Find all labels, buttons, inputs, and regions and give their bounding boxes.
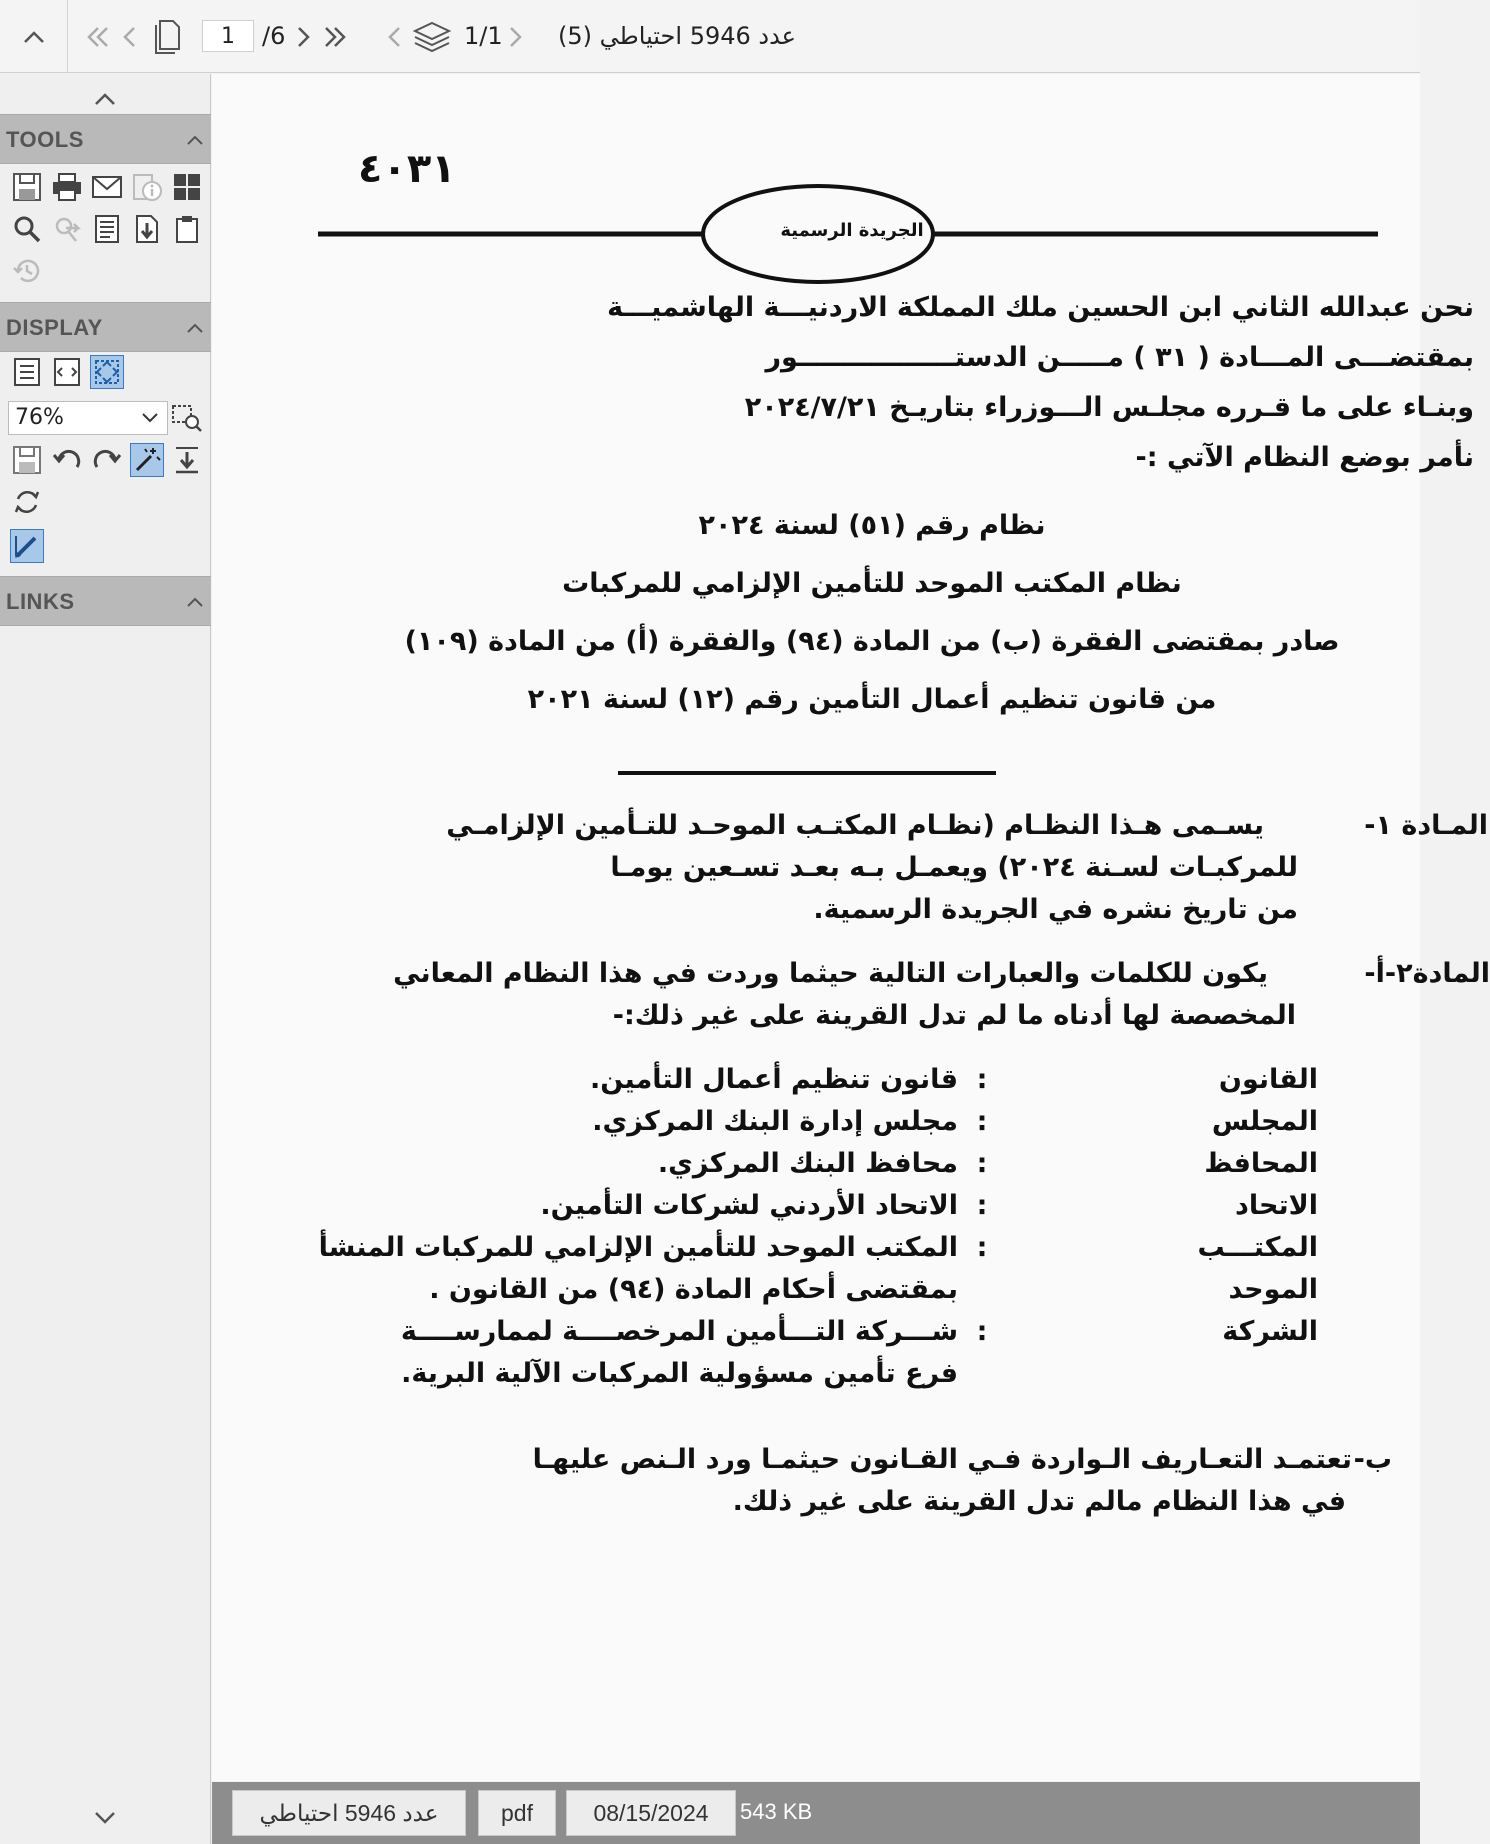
printer-icon [51,172,83,202]
definition-text: قانون تنظيم أعمال التأمين. [590,1064,958,1095]
save-icon [12,445,42,475]
fit-width-button[interactable] [50,355,84,389]
links-section-header[interactable] [0,576,211,626]
chevron-right-icon [296,24,312,50]
display-section-header[interactable] [0,302,211,352]
chevron-right-icon [508,24,524,50]
page-total: /6 [262,22,286,50]
chevron-up-icon [185,317,205,339]
definition-term: الشركة [1222,1316,1318,1347]
chevron-up-icon [185,129,205,151]
article-2-line-1: يكون للكلمات والعبارات التالية حيثما وردت في هذا النظام المعاني [393,958,1268,989]
definition-term: الاتحاد [1235,1190,1318,1221]
fit-height-button[interactable] [10,355,44,389]
refresh-icon [12,487,42,517]
rotate-left-button[interactable] [50,443,84,477]
pencil-icon [13,532,41,560]
envelope-icon [91,174,123,200]
annotate-button[interactable] [10,529,44,563]
page-view-button[interactable] [148,0,184,73]
clause-b-line-2: في هذا النظام مالم تدل القرينة على غير ذلك. [732,1486,1346,1517]
definition-text: الاتحاد الأردني لشركات التأمين. [540,1190,958,1221]
rotate-right-icon [91,445,123,475]
document-viewer[interactable] [212,74,1490,1781]
article-2-line-2: المخصصة لها أدناه ما لم تدل القرينة على غير ذلك:- [612,1000,1296,1031]
definition-term: المحافظ [1204,1148,1318,1179]
page-icon [151,19,181,55]
heading-separator [618,771,996,775]
history-icon [12,256,42,286]
properties-button[interactable] [90,212,124,246]
collapse-toolbar-button[interactable] [0,0,68,73]
definition-colon: : [976,1232,988,1263]
scroll-up-button[interactable] [88,82,122,116]
preamble-line-3: وبنـاء على ما قـرره مجلـس الـــوزراء بتاريـخ ٢٠٢٤/٧/٢١ [744,392,1474,423]
display-label: DISPLAY [6,315,103,340]
chevron-up-icon [93,91,117,107]
thumbnails-button[interactable] [170,170,204,204]
definition-colon: : [976,1064,988,1095]
clipboard-button[interactable] [170,212,204,246]
previous-page-button[interactable] [118,0,140,73]
definition-text: بمقتضى أحكام المادة (٩٤) من القانون . [429,1274,958,1305]
last-page-button[interactable] [320,0,350,73]
download-button[interactable] [130,212,164,246]
refresh-button[interactable] [10,485,44,519]
marquee-zoom-icon [171,403,203,433]
preamble-line-2: بمقتضـــى المـــادة ( ٣١ ) مـــــن الدستـــــــــــــــــور [765,342,1474,373]
preamble-line-4: نأمر بوضع النظام الآتي :- [1135,442,1474,473]
fit-page-icon [93,358,121,386]
definition-colon: : [976,1106,988,1137]
chevron-down-icon [141,410,159,426]
fit-height-icon [12,357,42,387]
definition-term: القانون [1218,1064,1318,1095]
next-layer-button[interactable] [506,0,526,73]
definition-colon: : [976,1316,988,1347]
page-number: ٤٠٣١ [358,146,456,192]
document-type-chip: pdf [478,1790,556,1836]
definition-term: المكتـــب [1197,1232,1318,1263]
email-button[interactable] [90,170,124,204]
gazette-label: الجريدة الرسمية [780,220,924,241]
clause-b-label: ب- [1353,1444,1392,1475]
regulation-title: نظام المكتب الموحد للتأمين الإلزامي للمركبات [562,568,1182,599]
definition-text: شـــركة التـــأمين المرخصــــة لممارســــة [400,1316,958,1347]
preamble-line-1: نحن عبدالله الثاني ابن الحسين ملك المملكة الاردنيـــة الهاشميـــة [607,292,1474,323]
article-1-line-2: للمركبـات لسـنة ٢٠٢٤) ويعمـل بـه بعـد تسـعين يومـا [610,852,1298,883]
clipboard-icon [173,214,201,244]
marquee-zoom-button[interactable] [170,401,204,435]
search-button[interactable] [10,212,44,246]
definition-text: مجلس إدارة البنك المركزي. [592,1106,958,1137]
next-page-button[interactable] [294,0,314,73]
regulation-number: نظام رقم (٥١) لسنة ٢٠٢٤ [698,510,1046,541]
download-document-icon [133,214,161,244]
fit-page-button[interactable] [90,355,124,389]
document-size: 543 KB [740,1799,813,1824]
zoom-value: 76% [15,405,64,430]
share-arrow-icon [52,214,82,244]
first-page-button[interactable] [84,0,112,73]
definition-text: محافظ البنك المركزي. [657,1148,958,1179]
chevron-down-icon [93,1810,117,1826]
save-button[interactable] [10,170,44,204]
print-button[interactable] [50,170,84,204]
links-label: LINKS [6,589,75,614]
definition-colon: : [976,1190,988,1221]
history-button[interactable] [10,254,44,288]
tools-label: TOOLS [6,127,84,152]
layer-indicator: 1/1 [464,22,503,50]
definition-text: فرع تأمين مسؤولية المركبات الآلية البرية. [401,1358,958,1389]
fit-width-icon [52,357,82,387]
article-2-label: المادة٢-أ- [1364,958,1490,989]
previous-layer-button[interactable] [384,0,404,73]
grid-icon [172,172,202,202]
page-number-input[interactable] [202,20,254,52]
chevron-up-icon [185,591,205,613]
magic-wand-icon [133,446,161,474]
layers-icon [412,20,452,54]
list-document-icon [93,214,121,244]
tools-section-header[interactable] [0,114,211,164]
regulation-law-reference: من قانون تنظيم أعمال التأمين رقم (١٢) لسنة ٢٠٢١ [527,684,1217,715]
document-info-button[interactable] [130,170,164,204]
double-chevron-left-icon [85,24,111,50]
zoom-select[interactable] [8,401,168,435]
share-button[interactable] [50,212,84,246]
save-icon [12,172,42,202]
scroll-down-button[interactable] [88,1801,122,1835]
chevron-left-icon [386,24,402,50]
top-toolbar [0,0,1420,73]
double-chevron-right-icon [322,24,348,50]
definition-term: المجلس [1211,1106,1318,1137]
save-view-button[interactable] [10,443,44,477]
article-1-label: المـادة ١- [1364,810,1488,841]
rotate-right-button[interactable] [90,443,124,477]
definition-text: المكتب الموحد للتأمين الإلزامي للمركبات المنشأ [318,1232,958,1263]
download-view-button[interactable] [170,443,204,477]
sidebar [0,74,211,1844]
layers-button[interactable] [410,0,454,73]
document-info-bar [212,1782,1420,1844]
definition-term: الموحد [1228,1274,1318,1305]
chevron-up-icon [22,29,46,45]
search-icon [12,214,42,244]
document-name-chip: عدد 5946 احتياطي [232,1790,466,1836]
definition-colon: : [976,1148,988,1179]
info-icon [131,171,163,203]
rotate-left-icon [51,445,83,475]
regulation-issued-under: صادر بمقتضى الفقرة (ب) من المادة (٩٤) والفقرة (أ) من المادة (١٠٩) [404,626,1340,657]
clause-b-line-1: تعتمـد التعـاريف الـواردة فـي القـانون حيثمـا ورد الـنص عليهـا [532,1444,1352,1475]
auto-enhance-button[interactable] [130,443,164,477]
article-1-line-3: من تاريخ نشره في الجريدة الرسمية. [813,894,1298,925]
article-1-line-1: يسـمى هـذا النظـام (نظـام المكتـب الموحـد للتـأمين الإلزامـي [446,810,1264,841]
document-title: عدد 5946 احتياطي (5) [558,22,796,50]
document-date-chip: 08/15/2024 [566,1790,736,1836]
download-icon [172,445,202,475]
chevron-left-icon [121,24,137,50]
